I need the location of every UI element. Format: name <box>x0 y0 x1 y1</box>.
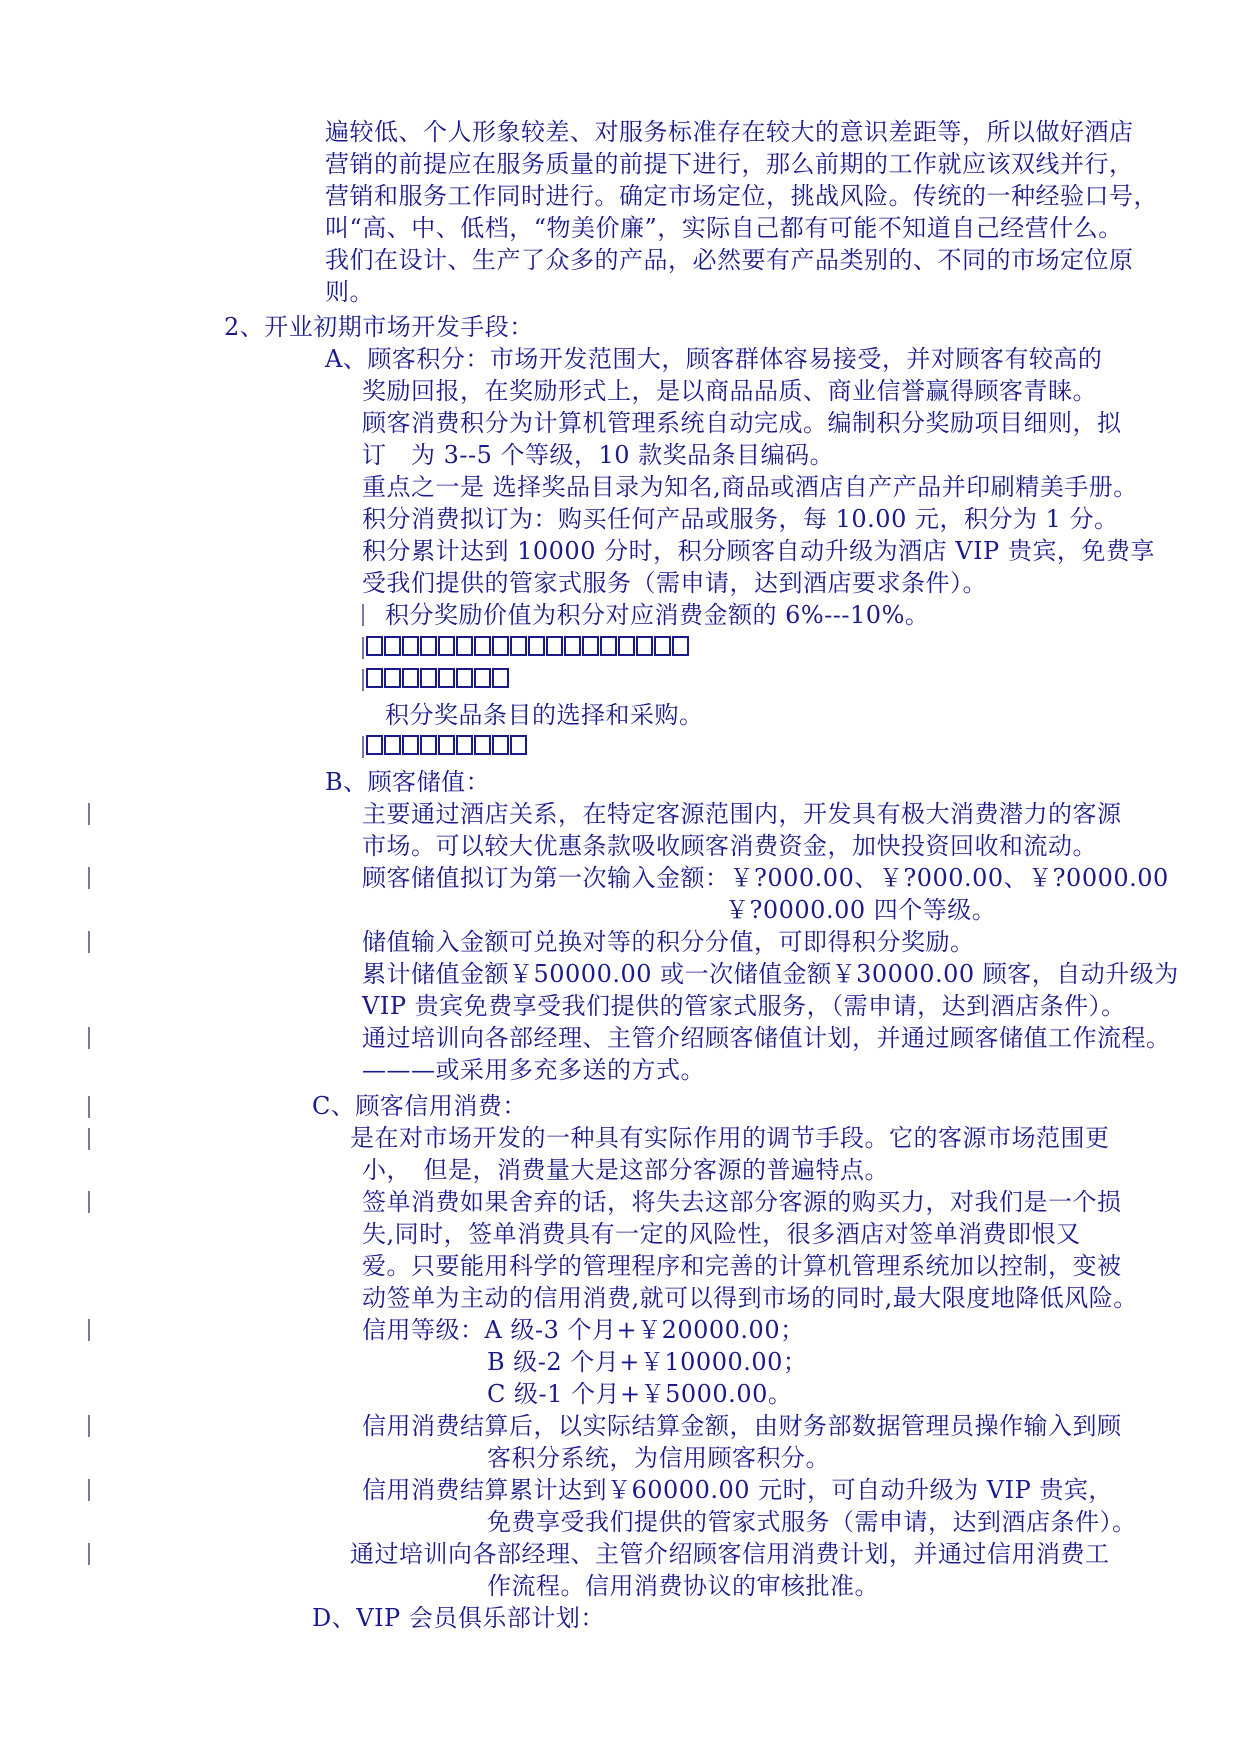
text-line: 奖励回报，在奖励形式上，是以商品品质、商业信誉赢得顾客青睐。 <box>362 377 1097 405</box>
text-line: 信用消费结算后，以实际结算金额，由财务部数据管理员操作输入到顾 <box>362 1412 1122 1440</box>
text-line: 积分消费拟订为：购买任何产品或服务，每 10.00 元，积分为 1 分。 <box>362 505 1119 533</box>
text-line: 积分累计达到 10000 分时，积分顾客自动升级为酒店 VIP 贵宾，免费享 <box>362 537 1155 565</box>
text-line: 小， 但是，消费量大是这部分客源的普遍特点。 <box>362 1156 889 1184</box>
text-line: 积分奖励价值为积分对应消费金额的 6%---10%。 <box>385 601 930 629</box>
subsection-heading: B、顾客储值： <box>325 768 491 796</box>
list-marker <box>362 669 364 691</box>
text-line: 通过培训向各部经理、主管介绍顾客储值计划，并通过顾客储值工作流程。 <box>362 1024 1171 1052</box>
text-line: 叫“高、中、低档，“物美价廉”，实际自己都有可能不知道自己经营什么。 <box>325 214 1123 242</box>
text-line: 作流程。信用消费协议的审核批准。 <box>487 1572 879 1600</box>
section-heading: 2、开业初期市场开发手段： <box>224 313 534 341</box>
change-marker <box>88 931 90 953</box>
text-line: 失,同时，签单消费具有一定的风险性，很多酒店对签单消费即恨又 <box>362 1220 1081 1248</box>
text-line: C 级-1 个月+￥5000.00。 <box>487 1380 793 1408</box>
text-line: 签单消费如果舍弃的话，将失去这部分客源的购买力，对我们是一个损 <box>362 1188 1122 1216</box>
unrendered-text <box>366 635 690 659</box>
unrendered-text <box>366 667 510 691</box>
text-line: 受我们提供的管家式服务（需申请，达到酒店要求条件）。 <box>362 569 987 597</box>
change-marker <box>88 1027 90 1049</box>
text-line: VIP 贵宾免费享受我们提供的管家式服务，（需申请，达到酒店条件）。 <box>362 992 1126 1020</box>
subsection-heading: C、顾客信用消费： <box>312 1092 527 1120</box>
list-marker <box>362 736 364 758</box>
text-line: 客积分系统，为信用顾客积分。 <box>487 1444 830 1472</box>
change-marker <box>88 867 90 889</box>
text-line: 爱。只要能用科学的管理程序和完善的计算机管理系统加以控制，变被 <box>362 1252 1122 1280</box>
text-line: 市场。可以较大优惠条款吸收顾客消费资金，加快投资回收和流动。 <box>362 832 1097 860</box>
text-line: 信用等级：A 级-3 个月+￥20000.00； <box>362 1316 805 1344</box>
list-marker <box>362 637 364 659</box>
text-line: ￥?0000.00 四个等级。 <box>725 896 997 924</box>
text-line: 我们在设计、生产了众多的产品，必然要有产品类别的、不同的市场定位原 <box>325 246 1134 274</box>
text-line: ———或采用多充多送的方式。 <box>362 1056 705 1084</box>
subsection-heading: A、顾客积分：市场开发范围大，顾客群体容易接受，并对顾客有较高的 <box>325 345 1103 373</box>
text-line: 顾客消费积分为计算机管理系统自动完成。编制积分奖励项目细则，拟 <box>362 409 1122 437</box>
text-line: 通过培训向各部经理、主管介绍顾客信用消费计划，并通过信用消费工 <box>350 1540 1110 1568</box>
list-marker <box>362 604 364 626</box>
subsection-heading: D、VIP 会员俱乐部计划： <box>312 1604 605 1632</box>
change-marker <box>88 1479 90 1501</box>
unrendered-text <box>366 734 528 758</box>
text-line: 是在对市场开发的一种具有实际作用的调节手段。它的客源市场范围更 <box>350 1124 1110 1152</box>
text-line: 重点之一是 选择奖品目录为知名,商品或酒店自产产品并印刷精美手册。 <box>362 473 1138 501</box>
text-line: 主要通过酒店关系，在特定客源范围内，开发具有极大消费潜力的客源 <box>362 800 1122 828</box>
text-line: 免费享受我们提供的管家式服务（需申请，达到酒店条件）。 <box>487 1508 1137 1536</box>
change-marker <box>88 1319 90 1341</box>
text-line: B 级-2 个月+￥10000.00； <box>487 1348 808 1376</box>
text-line: 信用消费结算累计达到￥60000.00 元时，可自动升级为 VIP 贵宾， <box>362 1476 1113 1504</box>
change-marker <box>88 1096 90 1118</box>
change-marker <box>88 1543 90 1565</box>
change-marker <box>88 1191 90 1213</box>
text-line: 则。 <box>325 278 374 306</box>
text-line: 累计储值金额￥50000.00 或一次储值金额￥30000.00 顾客，自动升级为 <box>362 960 1179 988</box>
text-line: 积分奖品条目的选择和采购。 <box>385 701 704 729</box>
text-line: 顾客储值拟订为第一次输入金额：￥?000.00、￥?000.00、￥?0000.00 <box>362 864 1169 892</box>
text-line: 订 为 3--5 个等级，10 款奖品条目编码。 <box>362 441 835 469</box>
text-line: 营销的前提应在服务质量的前提下进行，那么前期的工作就应该双线并行， <box>325 150 1134 178</box>
text-line: 营销和服务工作同时进行。确定市场定位，挑战风险。传统的一种经验口号， <box>325 182 1158 210</box>
change-marker <box>88 1415 90 1437</box>
change-marker <box>88 1128 90 1150</box>
text-line: 遍较低、个人形象较差、对服务标准存在较大的意识差距等，所以做好酒店 <box>325 118 1134 146</box>
text-line: 动签单为主动的信用消费,就可以得到市场的同时,最大限度地降低风险。 <box>362 1284 1138 1312</box>
change-marker <box>88 803 90 825</box>
text-line: 储值输入金额可兑换对等的积分分值，可即得积分奖励。 <box>362 928 975 956</box>
